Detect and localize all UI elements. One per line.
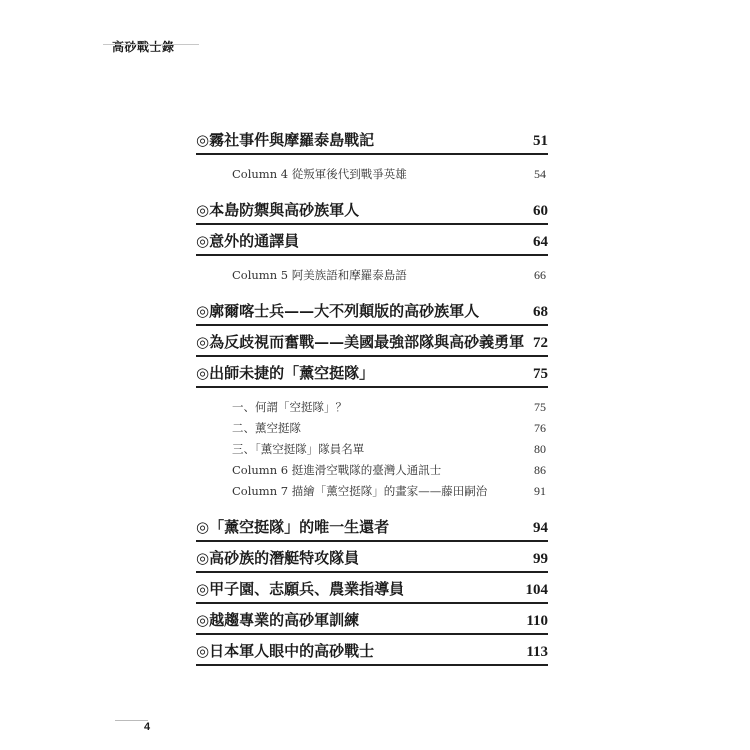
toc-entry-page: 66 xyxy=(534,268,546,282)
toc-entry-page: 99 xyxy=(533,551,548,567)
toc-entry-title: ◎霧社事件與摩羅泰島戰記 xyxy=(196,131,375,149)
toc-entry-title: Column 6 挺進滑空戰隊的臺灣人通訊士 xyxy=(232,463,442,477)
toc-entry-page: 72 xyxy=(533,335,548,351)
toc-entry-page: 64 xyxy=(533,234,548,250)
running-title: 高砂戰士錄 xyxy=(112,40,175,54)
toc-entry-page: 113 xyxy=(526,644,548,660)
toc-entry-page: 51 xyxy=(533,133,548,149)
toc-entry-page: 104 xyxy=(525,582,548,598)
toc-entry-title: Column 7 描繪「薰空挺隊」的畫家——藤田嗣治 xyxy=(232,484,488,498)
toc-entry-page: 94 xyxy=(533,520,548,536)
toc-entry-sub xyxy=(196,457,548,478)
toc-entry-page: 54 xyxy=(534,167,546,181)
toc-entry-page: 75 xyxy=(534,400,546,414)
toc-entry-main xyxy=(196,128,548,155)
toc-entry-main xyxy=(196,546,548,573)
toc-entry-main xyxy=(196,639,548,666)
toc-entry-main xyxy=(196,608,548,635)
toc-entry-title: 二、薰空挺隊 xyxy=(232,421,301,435)
toc-entry-main xyxy=(196,198,548,225)
toc-entry-page: 91 xyxy=(534,484,546,498)
toc-entry-title: ◎日本軍人眼中的高砂戰士 xyxy=(196,642,375,660)
toc-entry-title: ◎本島防禦與高砂族軍人 xyxy=(196,201,360,219)
toc-entry-sub xyxy=(196,436,548,457)
toc-entry-title: ◎高砂族的潛艇特攻隊員 xyxy=(196,549,360,567)
toc-entry-title: ◎廓爾喀士兵——大不列顛版的高砂族軍人 xyxy=(196,302,480,320)
toc-entry-title: ◎為反歧視而奮戰——美國最強部隊與高砂義勇軍 xyxy=(196,333,525,351)
toc-entry-sub xyxy=(196,478,548,499)
toc-entry-title: Column 4 從叛軍後代到戰爭英雄 xyxy=(232,167,407,181)
toc-entry-page: 60 xyxy=(533,203,548,219)
toc-entry-main xyxy=(196,330,548,357)
toc-entry-sub xyxy=(196,415,548,436)
toc-entry-main xyxy=(196,361,548,388)
toc-entry-main xyxy=(196,577,548,604)
toc-entry-title: ◎出師未捷的「薰空挺隊」 xyxy=(196,364,375,382)
toc-entry-page: 76 xyxy=(534,421,546,435)
toc-entry-title: 三、「薰空挺隊」隊員名單 xyxy=(232,442,365,456)
toc-entry-main xyxy=(196,229,548,256)
toc-entry-sub xyxy=(196,262,548,283)
toc-entry-sub xyxy=(196,161,548,182)
toc-entry-sub xyxy=(196,394,548,415)
toc-entry-main xyxy=(196,515,548,542)
table-of-contents xyxy=(196,128,548,666)
running-title-rule xyxy=(103,44,199,45)
toc-entry-page: 80 xyxy=(534,442,546,456)
toc-entry-page: 86 xyxy=(534,463,546,477)
toc-entry-title: ◎「薰空挺隊」的唯一生還者 xyxy=(196,518,390,536)
toc-entry-title: 一、何謂「空挺隊」？ xyxy=(232,400,347,414)
toc-entry-page: 110 xyxy=(526,613,548,629)
toc-entry-title: ◎越趨專業的高砂軍訓練 xyxy=(196,611,360,629)
toc-entry-title: ◎甲子園、志願兵、農業指導員 xyxy=(196,580,405,598)
toc-entry-page: 75 xyxy=(533,366,548,382)
toc-entry-title: ◎意外的通譯員 xyxy=(196,232,300,250)
page-number: 4 xyxy=(144,721,151,733)
toc-entry-title: Column 5 阿美族語和摩羅泰島語 xyxy=(232,268,407,282)
toc-entry-main xyxy=(196,299,548,326)
toc-entry-page: 68 xyxy=(533,304,548,320)
